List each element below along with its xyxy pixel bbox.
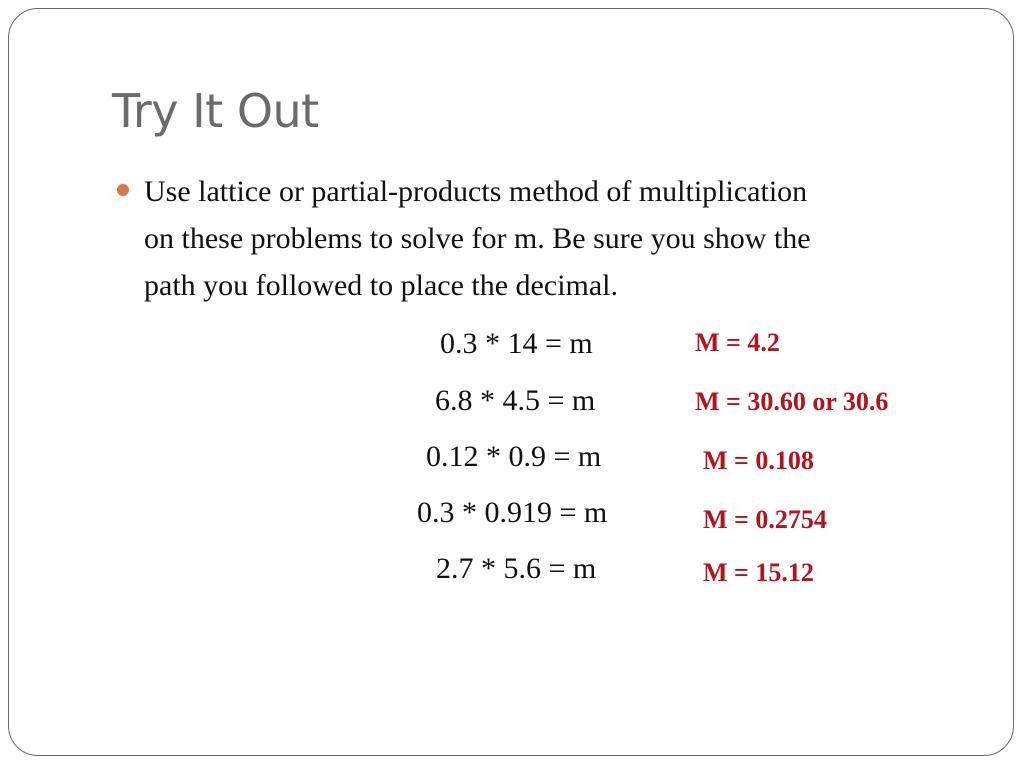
problem-equation-1: 0.3 * 14 = m [440, 327, 593, 360]
bullet-dot-icon [117, 184, 129, 196]
problem-equation-5: 2.7 * 5.6 = m [436, 552, 597, 585]
problem-equation-2: 6.8 * 4.5 = m [435, 384, 596, 417]
instruction-line: path you followed to place the decimal. [144, 269, 619, 302]
instruction-text [144, 168, 964, 309]
slide-title: Try It Out [112, 84, 319, 138]
problem-equation-4: 0.3 * 0.919 = m [417, 496, 608, 529]
problem-answer-2: M = 30.60 or 30.6 [695, 387, 889, 416]
problem-answer-4: M = 0.2754 [703, 505, 827, 534]
instruction-line: Use lattice or partial-products method of multiplication [144, 175, 808, 208]
instruction-line: on these problems to solve for m. Be sure you show the [144, 222, 811, 255]
problem-answer-1: M = 4.2 [695, 328, 780, 357]
problem-equation-3: 0.12 * 0.9 = m [426, 440, 602, 473]
problem-answer-3: M = 0.108 [703, 446, 814, 475]
problem-answer-5: M = 15.12 [703, 558, 814, 587]
